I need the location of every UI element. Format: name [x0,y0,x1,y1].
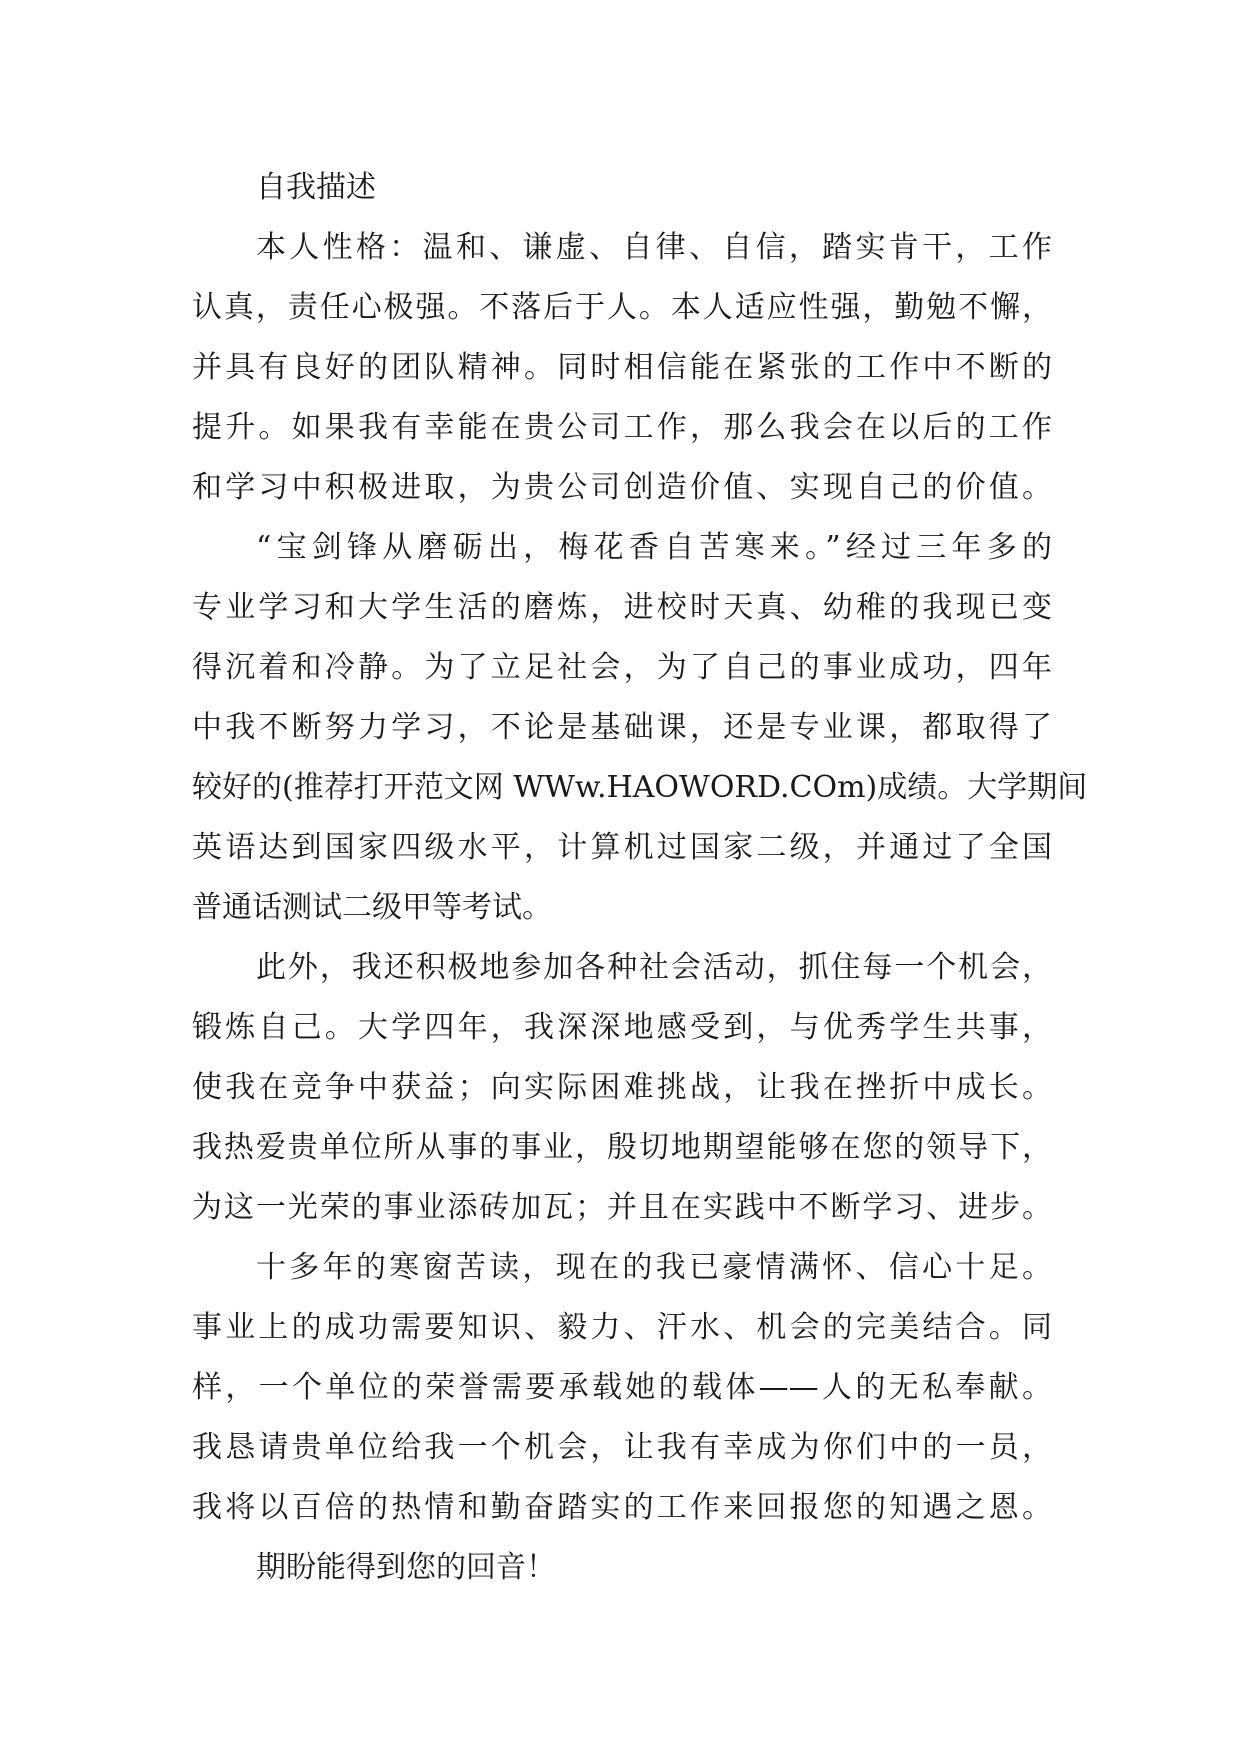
paragraph-line: 提升。如果我有幸能在贵公司工作，那么我会在以后的工作 [192,410,1052,445]
paragraph-line: 我恳请贵单位给我一个机会，让我有幸成为你们中的一员， [192,1430,1052,1465]
paragraph-line: 和学习中积极进取，为贵公司创造价值、实现自己的价值。 [192,470,1052,505]
paragraph-line: 本人性格：温和、谦虚、自律、自信，踏实肯干，工作 [256,230,1052,265]
paragraph-line: 为这一光荣的事业添砖加瓦；并且在实践中不断学习、进步。 [192,1190,1052,1225]
paragraph-line: 我热爱贵单位所从事的事业，殷切地期望能够在您的领导下， [192,1130,1052,1165]
paragraph-line: 专业学习和大学生活的磨炼，进校时天真、幼稚的我现已变 [192,590,1052,625]
paragraph-line: 事业上的成功需要知识、毅力、汗水、机会的完美结合。同 [192,1310,1052,1345]
paragraph-study [192,518,1088,938]
paragraph-line: 认真，责任心极强。不落后于人。本人适应性强，勤勉不懈， [192,290,1052,325]
document-body [192,158,1088,1598]
paragraph-line: 十多年的寒窗苦读，现在的我已豪情满怀、信心十足。 [256,1250,1052,1285]
paragraph-line: 锻炼自己。大学四年，我深深地感受到，与优秀学生共事， [192,1010,1052,1045]
paragraph-aspiration [192,1238,1052,1538]
paragraph-line: 较好的(推荐打开范文网 WWw.HAOWORD.COm)成绩。大学期间 [192,770,1088,805]
document-title: 自我描述 [256,170,376,205]
paragraph-personality [192,218,1052,518]
paragraph-line: 并具有良好的团队精神。同时相信能在紧张的工作中不断的 [192,350,1052,385]
paragraph-line: 英语达到国家四级水平，计算机过国家二级，并通过了全国 [192,830,1052,865]
paragraph-line: 普通话测试二级甲等考试。 [192,890,552,925]
paragraph-line: 期盼能得到您的回音！ [256,1550,556,1585]
paragraph-line: “宝剑锋从磨砺出，梅花香自苦寒来。”经过三年多的 [256,530,1052,565]
paragraph-line: 使我在竞争中获益；向实际困难挑战，让我在挫折中成长。 [192,1070,1052,1105]
paragraph-line: 得沉着和冷静。为了立足社会，为了自己的事业成功，四年 [192,650,1052,685]
paragraph-line: 样，一个单位的荣誉需要承载她的载体——人的无私奉献。 [192,1370,1052,1405]
paragraph-line: 中我不断努力学习，不论是基础课，还是专业课，都取得了 [192,710,1052,745]
paragraph-closing [192,1538,1052,1598]
paragraph-line: 此外，我还积极地参加各种社会活动，抓住每一个机会， [256,950,1052,985]
paragraph-activities [192,938,1052,1238]
paragraph-line: 我将以百倍的热情和勤奋踏实的工作来回报您的知遇之恩。 [192,1490,1052,1525]
